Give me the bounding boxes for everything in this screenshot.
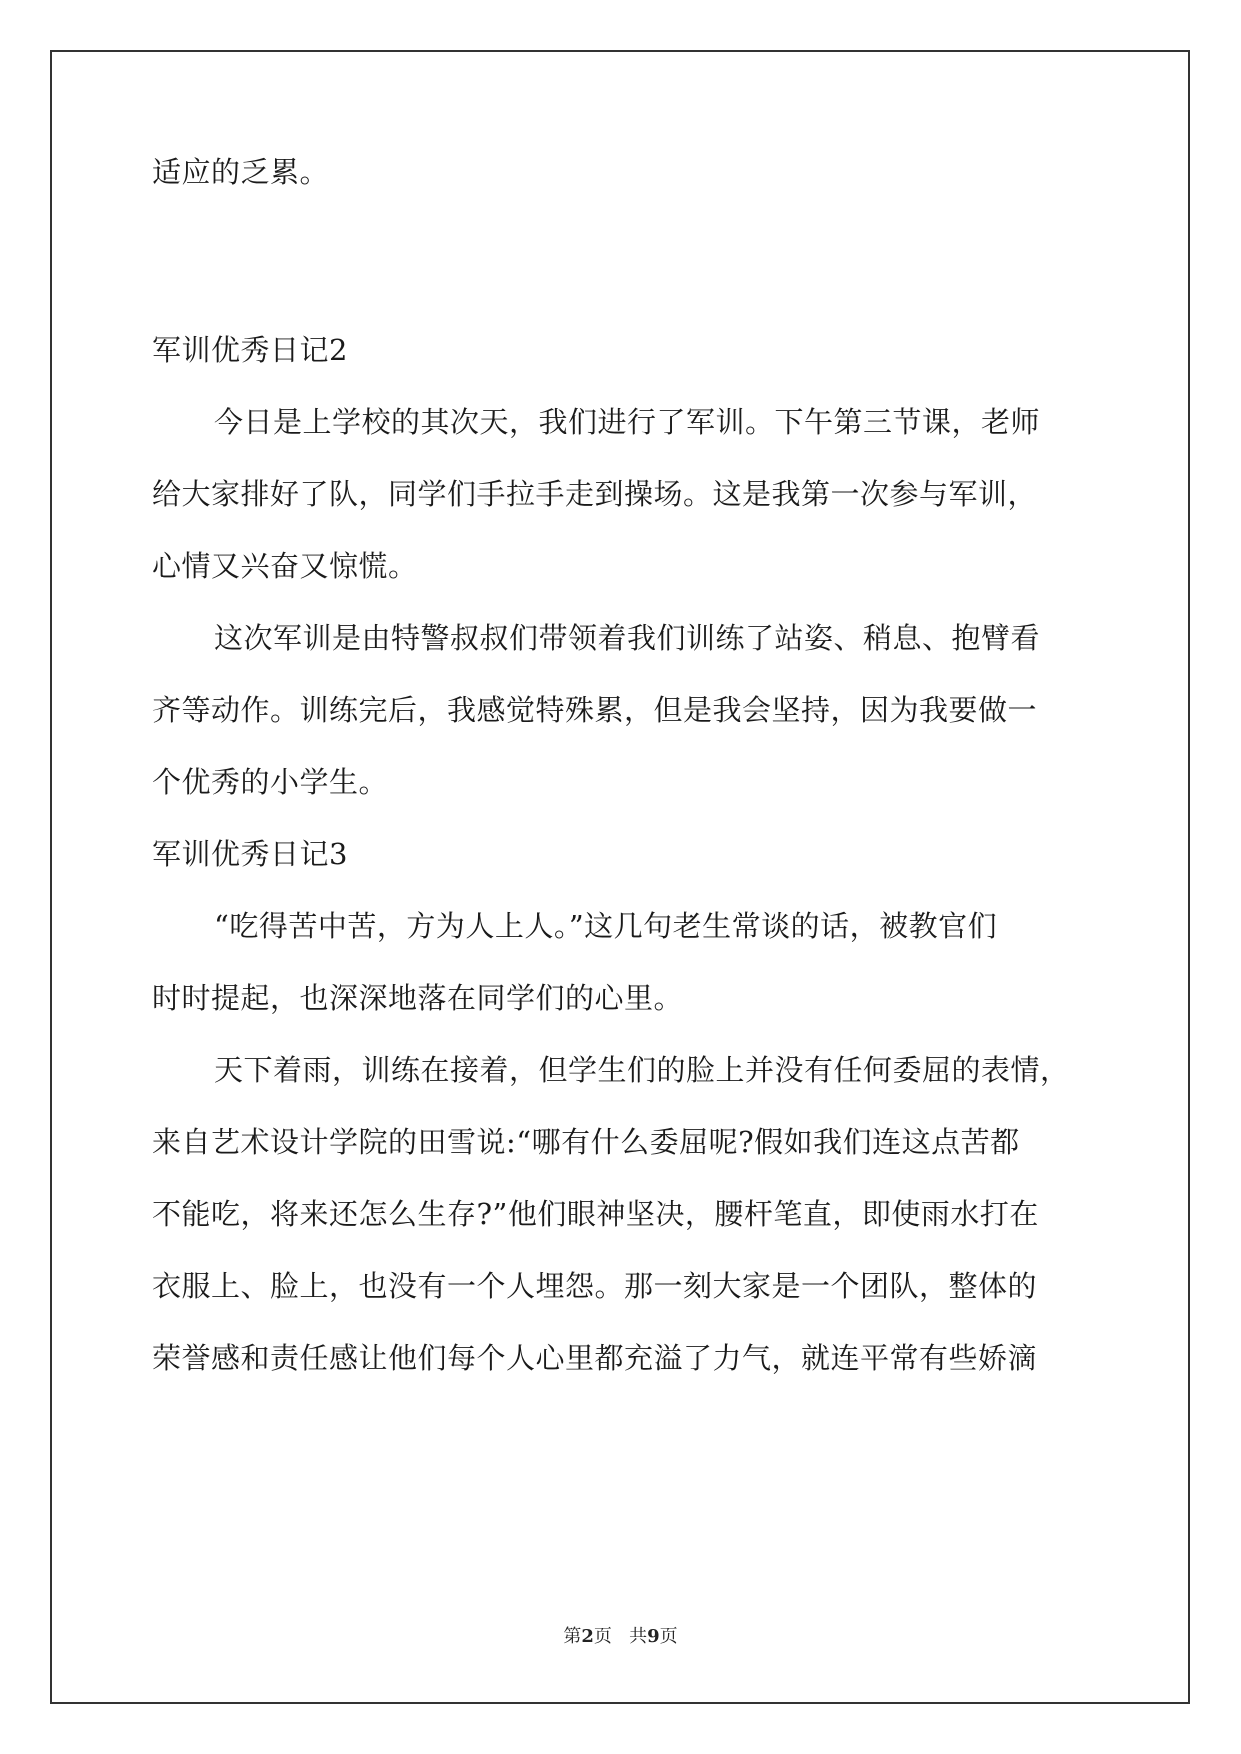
footer-total-suffix: 页	[659, 1626, 678, 1647]
paragraph-line: 衣服上、脸上，也没有一个人埋怨。那一刻大家是一个团队，整体的	[152, 1269, 1038, 1303]
paragraph-line: 这次军训是由特警叔叔们带领着我们训练了站姿、稍息、抱臂看	[214, 621, 1041, 655]
paragraph-line: 时时提起，也深深地落在同学们的心里。	[152, 981, 684, 1015]
current-page-number: 2	[581, 1626, 594, 1647]
footer-total-prefix: 共	[629, 1626, 648, 1647]
paragraph-line: 适应的乏累。	[152, 155, 330, 189]
page-footer	[0, 1625, 1241, 1649]
paragraph-line: 来自艺术设计学院的田雪说:“哪有什么委屈呢?假如我们连这点苦都	[152, 1125, 1020, 1159]
paragraph-line: 荣誉感和责任感让他们每个人心里都充溢了力气，就连平常有些娇滴	[152, 1341, 1038, 1375]
paragraph-line: “吃得苦中苦，方为人上人。”这几句老生常谈的话，被教官们	[214, 909, 998, 943]
footer-prefix: 第	[563, 1626, 582, 1647]
paragraph-line: 天下着雨，训练在接着，但学生们的脸上并没有任何委屈的表情，	[214, 1053, 1070, 1087]
page-border	[50, 50, 1190, 1704]
paragraph-line: 给大家排好了队，同学们手拉手走到操场。这是我第一次参与军训，	[152, 477, 1038, 511]
paragraph-line: 个优秀的小学生。	[152, 765, 389, 799]
paragraph-line: 不能吃，将来还怎么生存?”他们眼神坚决，腰杆笔直，即使雨水打在	[152, 1197, 1039, 1231]
section-heading: 军训优秀日记2	[152, 333, 348, 367]
total-page-number: 9	[647, 1626, 660, 1647]
paragraph-line: 今日是上学校的其次天，我们进行了军训。下午第三节课，老师	[214, 405, 1041, 439]
footer-page-suffix: 页	[593, 1626, 612, 1647]
section-heading: 军训优秀日记3	[152, 837, 348, 871]
paragraph-line: 心情又兴奋又惊慌。	[152, 549, 418, 583]
paragraph-line: 齐等动作。训练完后，我感觉特殊累，但是我会坚持，因为我要做一	[152, 693, 1038, 727]
